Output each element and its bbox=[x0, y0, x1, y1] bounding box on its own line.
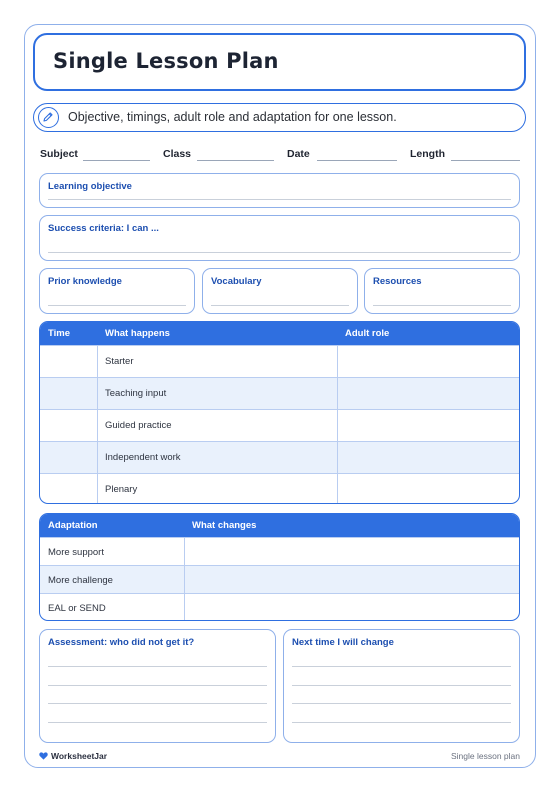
footer-page-label: Single lesson plan bbox=[451, 751, 520, 761]
table-row[interactable] bbox=[40, 377, 519, 409]
column-divider bbox=[184, 537, 185, 621]
time-header: Time bbox=[48, 328, 71, 339]
class-label: Class bbox=[163, 148, 192, 160]
next-time-box[interactable] bbox=[283, 629, 520, 743]
writing-line bbox=[48, 252, 511, 253]
success-criteria-box[interactable] bbox=[39, 215, 520, 261]
adaptation-table-header bbox=[40, 514, 519, 537]
what-happens-header: What happens bbox=[105, 328, 170, 339]
what-changes-header: What changes bbox=[192, 520, 257, 531]
table-row[interactable] bbox=[40, 593, 519, 621]
date-label: Date bbox=[287, 148, 310, 160]
adaptation-cell: EAL or SEND bbox=[48, 603, 106, 614]
writing-line bbox=[48, 722, 267, 723]
writing-line bbox=[48, 685, 267, 686]
prior-knowledge-box[interactable] bbox=[39, 268, 195, 314]
learning-objective-box[interactable] bbox=[39, 173, 520, 208]
learning-objective-label: Learning objective bbox=[48, 181, 132, 192]
next-time-label: Next time I will change bbox=[292, 637, 394, 648]
table-row[interactable] bbox=[40, 345, 519, 377]
writing-line bbox=[211, 305, 349, 306]
class-field[interactable] bbox=[197, 160, 274, 161]
brand-name: WorksheetJar bbox=[51, 751, 108, 761]
adult-role-header: Adult role bbox=[345, 328, 390, 339]
activity-cell: Starter bbox=[105, 356, 134, 367]
writing-line bbox=[292, 685, 511, 686]
column-divider bbox=[97, 345, 98, 504]
adaptation-header: Adaptation bbox=[48, 520, 98, 531]
table-row[interactable] bbox=[40, 473, 519, 504]
success-criteria-label: Success criteria: I can ... bbox=[48, 223, 159, 234]
title-box bbox=[33, 33, 526, 91]
adaptation-cell: More support bbox=[48, 547, 104, 558]
subtitle-box bbox=[33, 103, 526, 132]
writing-line bbox=[48, 199, 511, 200]
resources-label: Resources bbox=[373, 276, 422, 287]
subject-label: Subject bbox=[40, 148, 78, 160]
activity-cell: Plenary bbox=[105, 484, 138, 495]
table-row[interactable] bbox=[40, 565, 519, 593]
table-row[interactable] bbox=[40, 537, 519, 565]
vocabulary-label: Vocabulary bbox=[211, 276, 262, 287]
assessment-label: Assessment: who did not get it? bbox=[48, 637, 195, 648]
activity-cell: Guided practice bbox=[105, 420, 172, 431]
subtitle-text: Objective, timings, adult role and adaptation for one lesson. bbox=[68, 110, 397, 124]
prior-knowledge-label: Prior knowledge bbox=[48, 276, 122, 287]
table-row[interactable] bbox=[40, 409, 519, 441]
heart-icon bbox=[39, 752, 48, 760]
adaptation-cell: More challenge bbox=[48, 575, 113, 586]
adaptation-table bbox=[39, 513, 520, 621]
writing-line bbox=[292, 666, 511, 667]
subject-field[interactable] bbox=[83, 160, 150, 161]
writing-line bbox=[48, 703, 267, 704]
vocabulary-box[interactable] bbox=[202, 268, 358, 314]
length-field[interactable] bbox=[451, 160, 520, 161]
page-title: Single Lesson Plan bbox=[53, 49, 279, 73]
column-divider bbox=[337, 345, 338, 504]
length-label: Length bbox=[410, 148, 445, 160]
pencil-icon bbox=[38, 107, 59, 128]
writing-line bbox=[373, 305, 511, 306]
writing-line bbox=[292, 703, 511, 704]
resources-box[interactable] bbox=[364, 268, 520, 314]
date-field[interactable] bbox=[317, 160, 397, 161]
activity-cell: Teaching input bbox=[105, 388, 167, 399]
activity-cell: Independent work bbox=[105, 452, 181, 463]
table-row[interactable] bbox=[40, 441, 519, 473]
lesson-table bbox=[39, 321, 520, 504]
writing-line bbox=[48, 305, 186, 306]
assessment-box[interactable] bbox=[39, 629, 276, 743]
writing-line bbox=[292, 722, 511, 723]
writing-line bbox=[48, 666, 267, 667]
lesson-table-header bbox=[40, 322, 519, 345]
